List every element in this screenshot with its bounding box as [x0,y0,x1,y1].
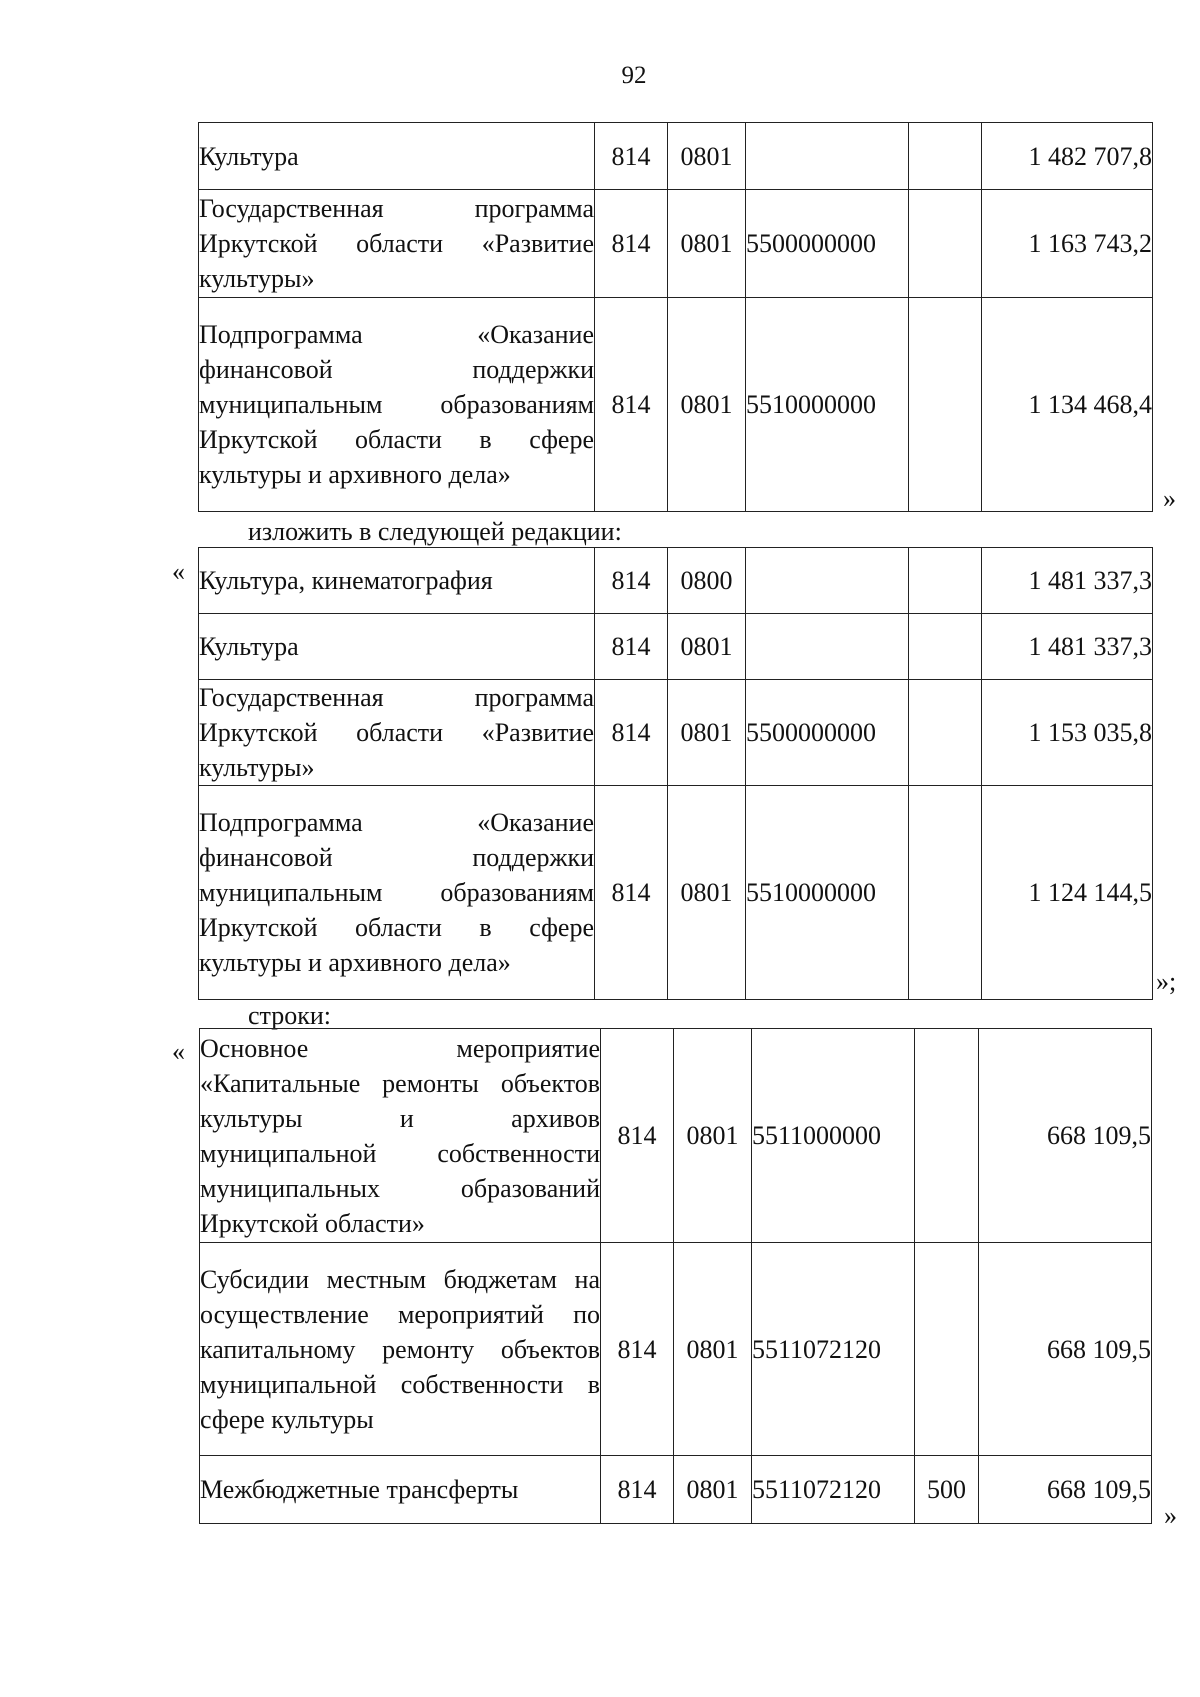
row-ved: 814 [595,548,668,614]
budget-table-new [198,547,1153,1000]
table-row [199,548,1153,614]
row-rz: 0801 [674,1243,752,1456]
row-ved: 814 [595,786,668,1000]
row-rz: 0801 [668,614,746,680]
table-row [199,786,1153,1000]
table-row [199,680,1153,786]
row-csr: 5511000000 [752,1029,915,1243]
budget-table-rows [199,1028,1152,1524]
row-rz: 0801 [668,190,746,298]
table-row [199,298,1153,512]
row-csr [746,548,909,614]
closing-quote: » [1163,484,1176,513]
row-name: Субсидии местным бюджетам на осуществление мероприятий по капитальному ремонту объектов муниципальной собственности в сфере культуры [200,1243,601,1456]
row-sum: 1 134 468,4 [982,298,1153,512]
row-vr [909,298,982,512]
row-sum: 1 163 743,2 [982,190,1153,298]
row-rz: 0801 [668,123,746,190]
closing-quote: » [1164,1501,1177,1530]
table-row [199,614,1153,680]
row-csr: 5500000000 [746,190,909,298]
row-name: Подпрограмма «Оказание финансовой поддержки муниципальным образованиям Иркутской области в сфере культуры и архивного дела» [199,786,595,1000]
row-name: Культура [199,614,595,680]
row-sum: 668 109,5 [979,1456,1152,1524]
closing-quote: »; [1156,967,1177,996]
row-vr: 500 [915,1456,979,1524]
row-csr: 5500000000 [746,680,909,786]
row-name: Культура, кинематография [199,548,595,614]
row-ved: 814 [595,614,668,680]
table-row [199,123,1153,190]
row-sum: 1 153 035,8 [982,680,1153,786]
opening-quote: « [172,1037,185,1066]
row-sum: 668 109,5 [979,1029,1152,1243]
row-name: Подпрограмма «Оказание финансовой поддержки муниципальным образованиям Иркутской области в сфере культуры и архивного дела» [199,298,595,512]
row-vr [909,614,982,680]
row-sum: 1 482 707,8 [982,123,1153,190]
instruction-text: изложить в следующей редакции: [248,517,622,546]
row-ved: 814 [595,680,668,786]
row-rz: 0801 [674,1029,752,1243]
instruction-text: строки: [248,1001,331,1030]
row-name: Межбюджетные трансферты [200,1456,601,1524]
row-name: Основное мероприятие «Капитальные ремонты объектов культуры и архивов муниципальной собственности муниципальных образований Иркутской области» [200,1029,601,1243]
table-row [200,1029,1152,1243]
row-name: Государственная программа Иркутской области «Развитие культуры» [199,190,595,298]
budget-table-old [198,122,1153,512]
row-ved: 814 [601,1456,674,1524]
row-ved: 814 [601,1243,674,1456]
row-vr [909,680,982,786]
row-vr [909,548,982,614]
row-vr [915,1243,979,1456]
row-csr: 5510000000 [746,786,909,1000]
row-csr: 5510000000 [746,298,909,512]
row-ved: 814 [595,298,668,512]
row-rz: 0800 [668,548,746,614]
row-vr [909,786,982,1000]
opening-quote: « [172,557,185,586]
row-csr [746,614,909,680]
row-ved: 814 [595,190,668,298]
table-row [199,190,1153,298]
row-name: Культура [199,123,595,190]
table-row [200,1456,1152,1524]
row-vr [909,190,982,298]
row-rz: 0801 [674,1456,752,1524]
row-ved: 814 [601,1029,674,1243]
row-sum: 668 109,5 [979,1243,1152,1456]
row-csr: 5511072120 [752,1456,915,1524]
row-vr [915,1029,979,1243]
row-ved: 814 [595,123,668,190]
row-sum: 1 481 337,3 [982,614,1153,680]
row-sum: 1 481 337,3 [982,548,1153,614]
row-rz: 0801 [668,786,746,1000]
row-name: Государственная программа Иркутской области «Развитие культуры» [199,680,595,786]
row-sum: 1 124 144,5 [982,786,1153,1000]
row-csr [746,123,909,190]
row-rz: 0801 [668,298,746,512]
page-number: 92 [621,62,647,89]
table-row [200,1243,1152,1456]
row-rz: 0801 [668,680,746,786]
row-csr: 5511072120 [752,1243,915,1456]
row-vr [909,123,982,190]
